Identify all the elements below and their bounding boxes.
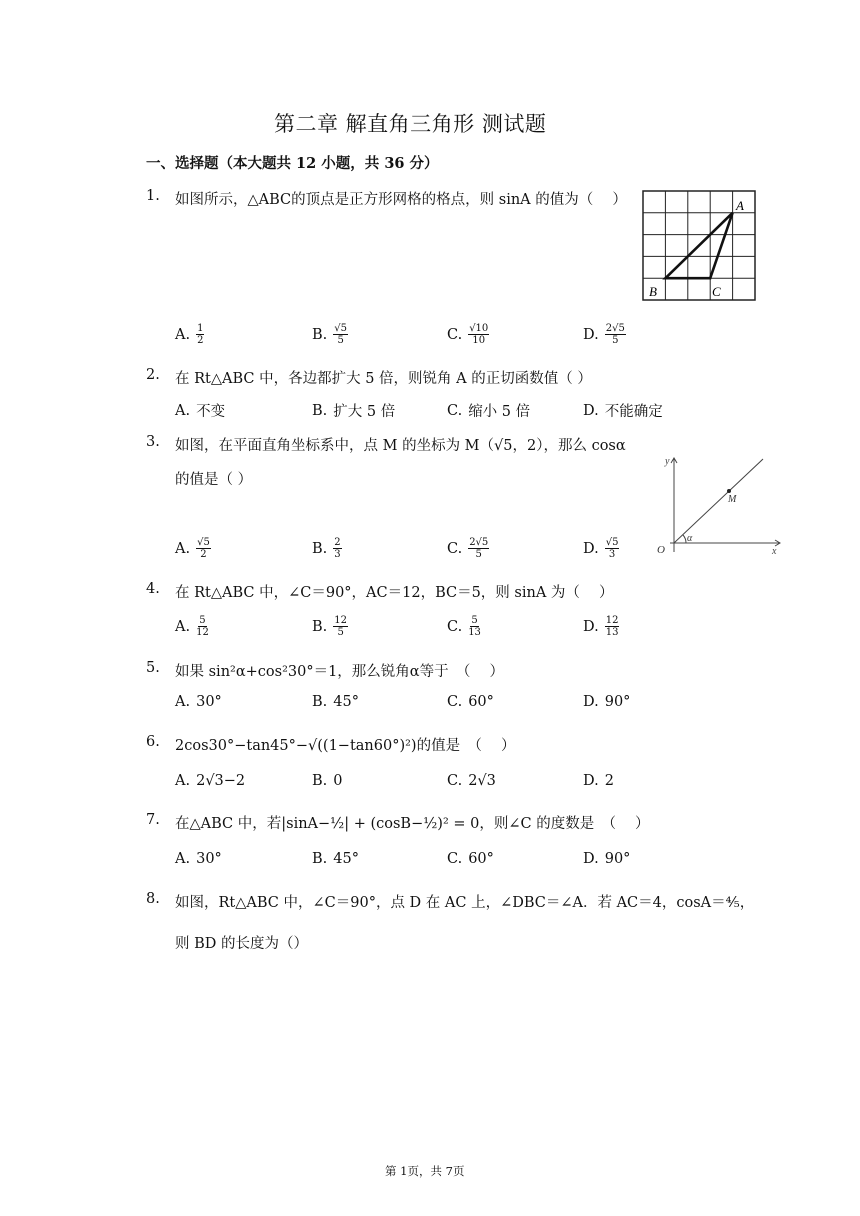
denominator: 10 [472, 335, 486, 346]
denominator: 13 [605, 627, 619, 638]
fraction [605, 615, 620, 638]
option-text: 扩大 5 倍 [333, 404, 396, 420]
denominator: 3 [334, 549, 341, 560]
fraction [605, 537, 620, 560]
option-d[interactable] [583, 400, 663, 421]
numerator: √5 [334, 323, 347, 334]
option-text: 30° [196, 851, 222, 867]
question-number: 5. [146, 660, 160, 676]
option-d[interactable] [583, 773, 614, 789]
question-text: 在△ABC 中，若|sinA−½| + (cosB−½)² = 0，则∠C 的度数是 （ ） [175, 816, 650, 832]
option-c[interactable] [447, 400, 530, 421]
option-text: 45° [333, 851, 359, 867]
fraction [196, 323, 204, 346]
numerator: 2√5 [469, 537, 489, 548]
grid-triangle-figure [640, 188, 758, 304]
denominator: 5 [337, 335, 344, 346]
section-heading: 一、选择题（本大题共 12 小题，共 36 分） [146, 155, 439, 172]
option-label: C. [447, 540, 463, 557]
option-text: 2√3 [468, 773, 496, 789]
option-label: B. [312, 540, 328, 557]
question-text: 在 Rt△ABC 中，∠C＝90°，AC＝12，BC＝5，则 sinA 为（ ） [175, 585, 614, 601]
option-label: D. [583, 540, 599, 557]
option-label: A. [175, 618, 191, 635]
option-c[interactable] [447, 773, 496, 789]
page-title: 第二章 解直角三角形 测试题 [274, 112, 547, 136]
option-b[interactable] [312, 400, 395, 421]
denominator: 3 [608, 549, 616, 560]
numerator: 12 [334, 615, 347, 626]
denominator: 12 [196, 627, 209, 638]
option-c[interactable] [447, 694, 494, 710]
question-number: 4. [146, 581, 160, 597]
option-text: 90° [604, 851, 631, 867]
option-text: 45° [333, 694, 359, 710]
numerator: 5 [199, 615, 206, 626]
option-label: D. [583, 618, 599, 635]
numerator: √5 [605, 537, 619, 548]
option-text: 60° [468, 851, 494, 867]
point-label-m: M [728, 494, 737, 505]
option-label: B. [312, 851, 328, 867]
option-label: B. [312, 402, 328, 419]
option-d[interactable] [583, 851, 630, 867]
fraction [468, 323, 489, 346]
question-text: 在 Rt△ABC 中，各边都扩大 5 倍，则锐角 A 的正切函数值（ ） [175, 371, 592, 387]
option-label: A. [175, 694, 191, 710]
axis-label-y: y [665, 456, 670, 467]
angle-label-alpha: α [687, 533, 693, 544]
question-number: 1. [146, 188, 160, 204]
question-text: 如图所示，△ABC的顶点是正方形网格的格点，则 sinA 的值为（ ） [175, 192, 627, 208]
numerator: 5 [471, 615, 478, 626]
numerator: √5 [197, 537, 210, 548]
vertex-label-c: C [712, 284, 721, 299]
option-label: C. [447, 326, 463, 343]
denominator: 5 [475, 549, 482, 560]
option-label: A. [175, 773, 191, 789]
option-a[interactable] [175, 851, 222, 867]
option-b[interactable] [312, 615, 348, 638]
option-d[interactable] [583, 323, 626, 346]
option-label: B. [312, 326, 328, 343]
option-text: 2√3−2 [196, 773, 246, 789]
vertex-label-b: B [649, 284, 657, 299]
fraction [196, 537, 211, 560]
option-label: C. [447, 618, 463, 635]
option-c[interactable] [447, 537, 489, 560]
option-label: A. [175, 540, 191, 557]
option-label: C. [447, 402, 463, 419]
vertex-label-a: A [736, 198, 744, 213]
ray-om [674, 459, 763, 543]
denominator: 5 [337, 627, 344, 638]
option-text: 2 [604, 773, 614, 789]
numerator: √10 [469, 323, 489, 334]
option-b[interactable] [312, 323, 348, 346]
question-text-line2: 的值是（ ） [175, 472, 253, 488]
option-label: D. [583, 851, 599, 867]
option-d[interactable] [583, 694, 630, 710]
fraction [333, 537, 341, 560]
option-a[interactable] [175, 773, 245, 789]
option-label: D. [583, 326, 599, 343]
option-a[interactable] [175, 615, 209, 638]
question-text-line1: 如图，Rt△ABC 中，∠C＝90°，点 D 在 AC 上，∠DBC＝∠A．若 AC＝4，cosA＝⁴⁄₅， [175, 895, 755, 911]
question-number: 8. [146, 891, 160, 907]
option-b[interactable] [312, 694, 359, 710]
option-b[interactable] [312, 773, 343, 789]
question-text: 2cos30°−tan45°−√((1−tan60°)²)的值是 （ ） [175, 738, 516, 754]
option-label: B. [312, 694, 328, 710]
option-label: C. [447, 694, 463, 710]
question-number: 6. [146, 734, 160, 750]
axis-label-x: x [772, 546, 777, 556]
option-label: D. [583, 773, 599, 789]
option-text: 不变 [196, 404, 226, 420]
question-text-line2: 则 BD 的长度为（） [175, 936, 308, 952]
numerator: 2 [334, 537, 341, 548]
option-text: 60° [468, 694, 494, 710]
fraction [333, 323, 348, 346]
option-text: 不能确定 [604, 404, 663, 420]
denominator: 5 [612, 335, 619, 346]
option-text: 缩小 5 倍 [468, 404, 531, 420]
option-b[interactable] [312, 537, 342, 560]
coordinate-figure [650, 452, 785, 556]
denominator: 2 [200, 549, 207, 560]
origin-label: O [657, 544, 665, 556]
question-text: 如果 sin²α+cos²30°＝1，那么锐角α等于 （ ） [175, 664, 504, 680]
option-a[interactable] [175, 400, 225, 421]
option-text: 90° [604, 694, 631, 710]
option-a[interactable] [175, 323, 204, 346]
option-d[interactable] [583, 537, 619, 560]
option-a[interactable] [175, 537, 211, 560]
option-label: A. [175, 851, 191, 867]
option-text: 30° [196, 694, 222, 710]
option-label: A. [175, 402, 191, 419]
option-c[interactable] [447, 323, 489, 346]
option-c[interactable] [447, 851, 494, 867]
option-c[interactable] [447, 615, 481, 638]
option-b[interactable] [312, 851, 359, 867]
option-label: C. [447, 773, 463, 789]
option-label: C. [447, 851, 463, 867]
option-label: B. [312, 773, 328, 789]
denominator: 13 [468, 627, 481, 638]
numerator: 2√5 [605, 323, 625, 334]
page-footer: 第 1页，共 7页 [385, 1164, 465, 1178]
fraction [333, 615, 348, 638]
denominator: 2 [197, 335, 204, 346]
numerator: 12 [605, 615, 619, 626]
fraction [468, 537, 489, 560]
option-label: D. [583, 402, 599, 419]
option-text: 0 [333, 773, 343, 789]
question-text-line1: 如图，在平面直角坐标系中，点 M 的坐标为 M（√5，2），那么 cosα [175, 438, 626, 454]
option-label: A. [175, 326, 191, 343]
question-number: 2. [146, 367, 160, 383]
triangle-abc [665, 213, 732, 278]
numerator: 1 [197, 323, 204, 334]
option-a[interactable] [175, 694, 222, 710]
option-label: B. [312, 618, 328, 635]
fraction [196, 615, 209, 638]
option-d[interactable] [583, 615, 619, 638]
question-number: 3. [146, 434, 160, 450]
question-number: 7. [146, 812, 160, 828]
fraction [468, 615, 481, 638]
option-label: D. [583, 694, 599, 710]
fraction [605, 323, 626, 346]
point-m [727, 489, 731, 493]
